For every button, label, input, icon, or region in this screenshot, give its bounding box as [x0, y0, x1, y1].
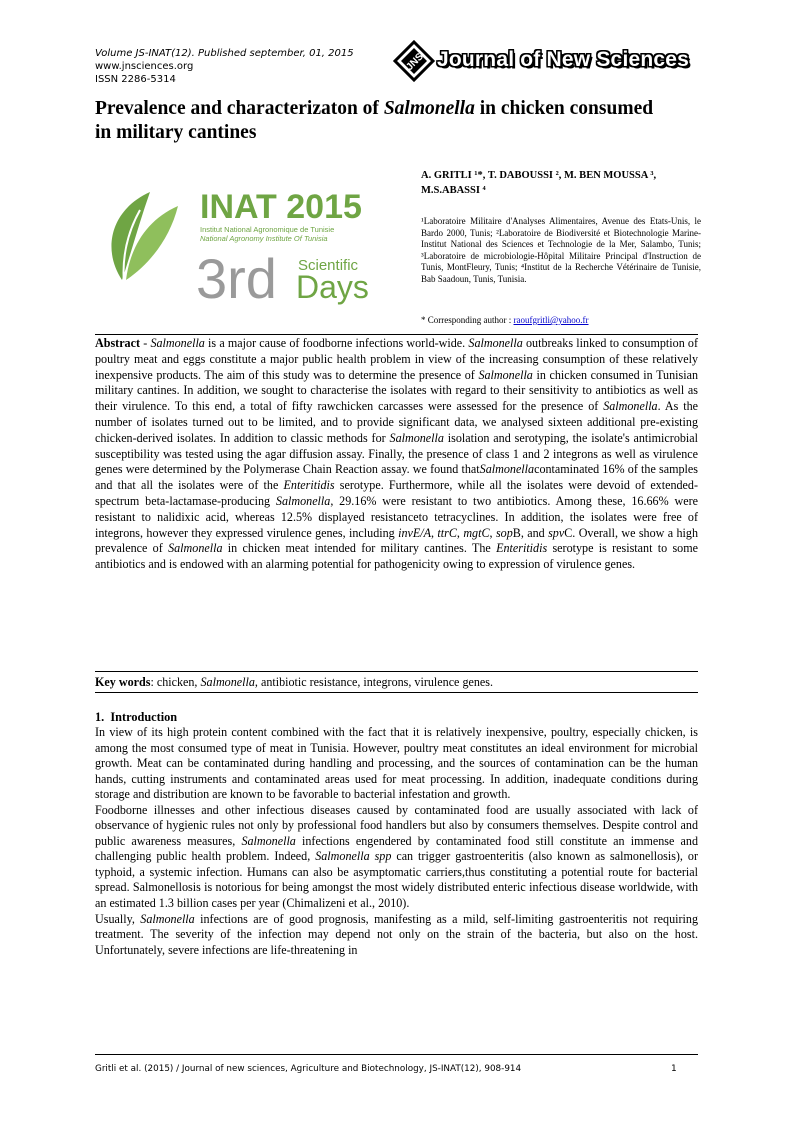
journal-website: www.jnsciences.org [95, 61, 194, 72]
issn: ISSN 2286-5314 [95, 74, 176, 85]
page-number: 1 [671, 1064, 677, 1074]
section-heading: 1. Introduction [95, 710, 178, 724]
inat-sub1: Institut National Agronomique de Tunisie [200, 225, 335, 234]
introduction-body [95, 725, 698, 958]
keywords-top-rule [95, 671, 698, 672]
journal-header [95, 47, 354, 86]
author-list: A. GRITLI ¹*, T. DABOUSSI ², M. BEN MOUSSA ³, M.S.ABASSI ⁴ [421, 170, 657, 196]
intro-paragraph-3: Usually, Salmonella infections are of good prognosis, manifesting as a mild, self-limiting gastroenteritis not requiring treatment. The severity of the infection may depend not only on the strain of the bacteria, but also on the host. Unfortunately, severe infections are life-threatening in [95, 911, 698, 957]
footer-rule [95, 1054, 698, 1055]
keywords: Key words: chicken, Salmonella, antibiotic resistance, integrons, virulence genes. [95, 675, 494, 689]
inat-3rd: 3rd [196, 247, 277, 308]
affiliations: ¹Laboratoire Militaire d'Analyses Alimentaires, Avenue des Etats-Unis, le Bardo 2000, Tunis; ²Laboratoire de Biodiversité et Biotechnologie Marine-Institut National des Sciences et Technologie de la Mer, Salambo, Tunis; ³Laboratoire de microbiologie-Hôpital Militaire Principal d'Instruction de Tunis, MontFleury, Tunis; ⁴Institut de la Recherche Vétérinaire de Tunisie, Bab Saadoun, Tunis, Tunisia. [421, 216, 701, 284]
abstract-top-rule [95, 334, 698, 335]
footer-citation: Gritli et al. (2015) / Journal of new sciences, Agriculture and Biotechnology, JS-INAT(12), 908-914 [95, 1064, 522, 1074]
intro-paragraph-2: Foodborne illnesses and other infectious diseases caused by contaminated food are usually associated with lack of observance of hygienic rules not only by professional food handlers but also by consumers themselves. Despite control and public awareness measures, Salmonella infections engendered by contaminated food still constitute an immense and challenging public health problem. Indeed, Salmonella spp can trigger gastroenteritis (also known as salmonellosis), or typhoid, a systemic infection. Humans can also be asymptomatic carriers,thus constituting a potential route for bacterial spread. Salmonellosis is notorious for being amongst the most widely distributed enteric infectious disease worldwide, with an estimated 1.3 billion cases per year (Chimalizeni et al., 2010). [95, 802, 699, 911]
keywords-bottom-rule [95, 692, 698, 693]
inat-leaf-icon [111, 192, 178, 284]
paper-title: Prevalence and characterizaton of Salmonella in chicken consumed in military cantines [95, 98, 654, 143]
inat-2015-logo [100, 180, 380, 308]
inat-sub2: National Agronomy Institute Of Tunisia [200, 234, 328, 243]
volume-info: Volume JS-INAT(12). Published september, 01, 2015 [95, 48, 354, 59]
jns-badge-text: JNS [404, 51, 426, 73]
inat-scientific: Scientific [298, 257, 359, 274]
inat-title: INAT 2015 [200, 188, 362, 226]
abstract: Abstract - Salmonella is a major cause of foodborne infections world-wide. Salmonella outbreaks linked to consumption of poultry meat and eggs constitute a major public health problem in view of the increasing consumption of these relatively inexpensive products. The aim of this study was to determine the presence of Salmonella in chicken consumed in Tunisian military cantines. In addition, we sought to characterise the isolates with regard to their sensitivity to antibiotics as well as their virulence. To this end, a total of fifty rawchicken carcasses were assessed for the presence of Salmonella. As the number of isolates turned out to be limited, and to provide significant data, we analysed sixteen additional pre-existing chicken-derived isolates. In addition to classic methods for Salmonella isolation and serotyping, the isolate's antimicrobial susceptibility was tested using the agar diffusion assay. Finally, the presence of class 1 and 2 integrons as well as virulence genes were determined by the Polymerase Chain Reaction assay. we found thatSalmonellacontaminated 16% of the samples and that all the isolates were of the Enteritidis serotype. Furthermore, while all the isolates were devoid of extended-spectrum beta-lactamase-producing Salmonella, 29.16% were resistant to two antibiotics. Among these, 16.66% were resistant to nalidixic acid, whereas 12.5% displayed resistanceto tetracyclines. In addition, the isolates were free of integrons, however they expressed virulence genes, including invE/A, ttrC, mgtC, sopB, and spvC. Overall, we show a high prevalence of Salmonella in chicken meat intended for military cantines. The Enteritidis serotype is resistant to some antibiotics and is endowed with an alarming potential for pathogenicity owing to expression of virulence genes. [95, 336, 699, 572]
jns-badge-icon [393, 40, 435, 82]
inat-days: Days [296, 269, 369, 305]
corresponding-author: * Corresponding author : raoufgritli@yahoo.fr [421, 315, 589, 325]
corresponding-email-link[interactable]: raoufgritli@yahoo.fr [513, 315, 589, 325]
journal-name: Journal of New Sciences [437, 48, 690, 71]
intro-paragraph-1: In view of its high protein content combined with the fact that it is relatively inexpensive, poultry, especially chicken, is among the most consumed type of meat in Tunisia. However, poultry meat constitutes an ideal environment for microbial growth. Meat can be contaminated during handling and processing, and the sources of contamination can be the human hands, cutting instruments and contaminated areas used for meat processing. In addition, inadequate conditions during storage and distribution are known to be favorable to bacterial infestation and growth. [95, 725, 698, 802]
